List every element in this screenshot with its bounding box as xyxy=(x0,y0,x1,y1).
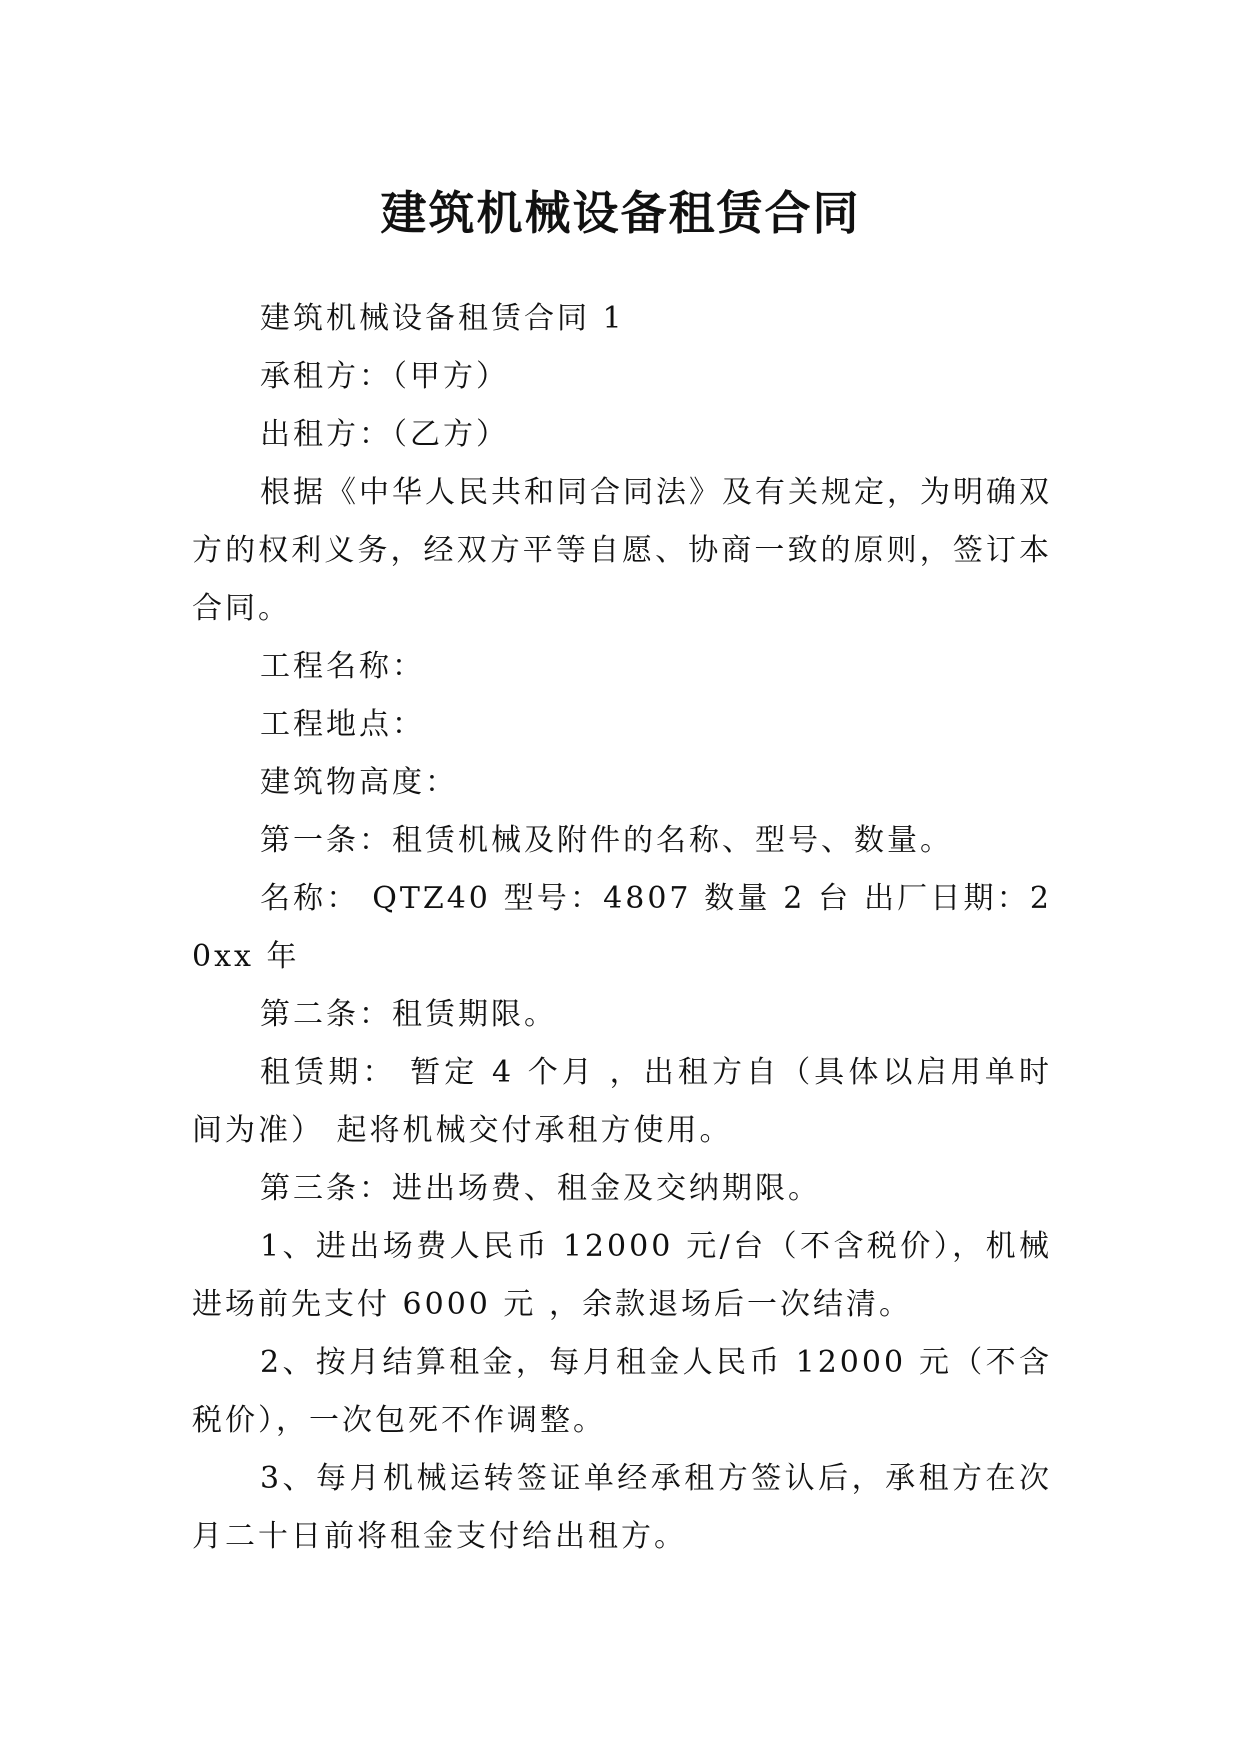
paragraph-project-name: 工程名称： xyxy=(260,649,425,684)
paragraph-lease-term: 租赁期： 暂定 4 个月 ，出租方自（具体以启用单时间为准） 起将机械交付承租方使用。 xyxy=(192,1055,1052,1148)
paragraph-project-location: 工程地点： xyxy=(260,707,425,742)
paragraph-clause-3: 3、每月机械运转签证单经承租方签认后，承租方在次月二十日前将租金支付给出租方。 xyxy=(192,1461,1052,1554)
paragraph-article-2: 第二条：租赁期限。 xyxy=(260,997,557,1032)
paragraph-equipment-spec: 名称： QTZ40 型号：4807 数量 2 台 出厂日期：20xx 年 xyxy=(192,881,1052,974)
paragraph-lessor: 出租方：（乙方） xyxy=(260,417,509,452)
paragraph-article-1: 第一条：租赁机械及附件的名称、型号、数量。 xyxy=(260,823,953,858)
paragraph-clause-1: 1、进出场费人民币 12000 元/台（不含税价），机械进场前先支付 6000 元 ，余款退场后一次结清。 xyxy=(192,1229,1052,1322)
paragraph-subtitle: 建筑机械设备租赁合同 1 xyxy=(260,301,625,336)
paragraph-preamble: 根据《中华人民共和同合同法》及有关规定，为明确双方的权利义务，经双方平等自愿、协商一致的原则，签订本合同。 xyxy=(192,475,1052,626)
paragraph-clause-2: 2、按月结算租金，每月租金人民币 12000 元（不含税价），一次包死不作调整。 xyxy=(192,1345,1052,1438)
document-title: 建筑机械设备租赁合同 xyxy=(380,185,861,240)
paragraph-lessee: 承租方：（甲方） xyxy=(260,359,509,394)
document-body xyxy=(192,290,1052,1566)
paragraph-building-height: 建筑物高度： xyxy=(260,765,458,800)
paragraph-article-3: 第三条：进出场费、租金及交纳期限。 xyxy=(260,1171,821,1206)
